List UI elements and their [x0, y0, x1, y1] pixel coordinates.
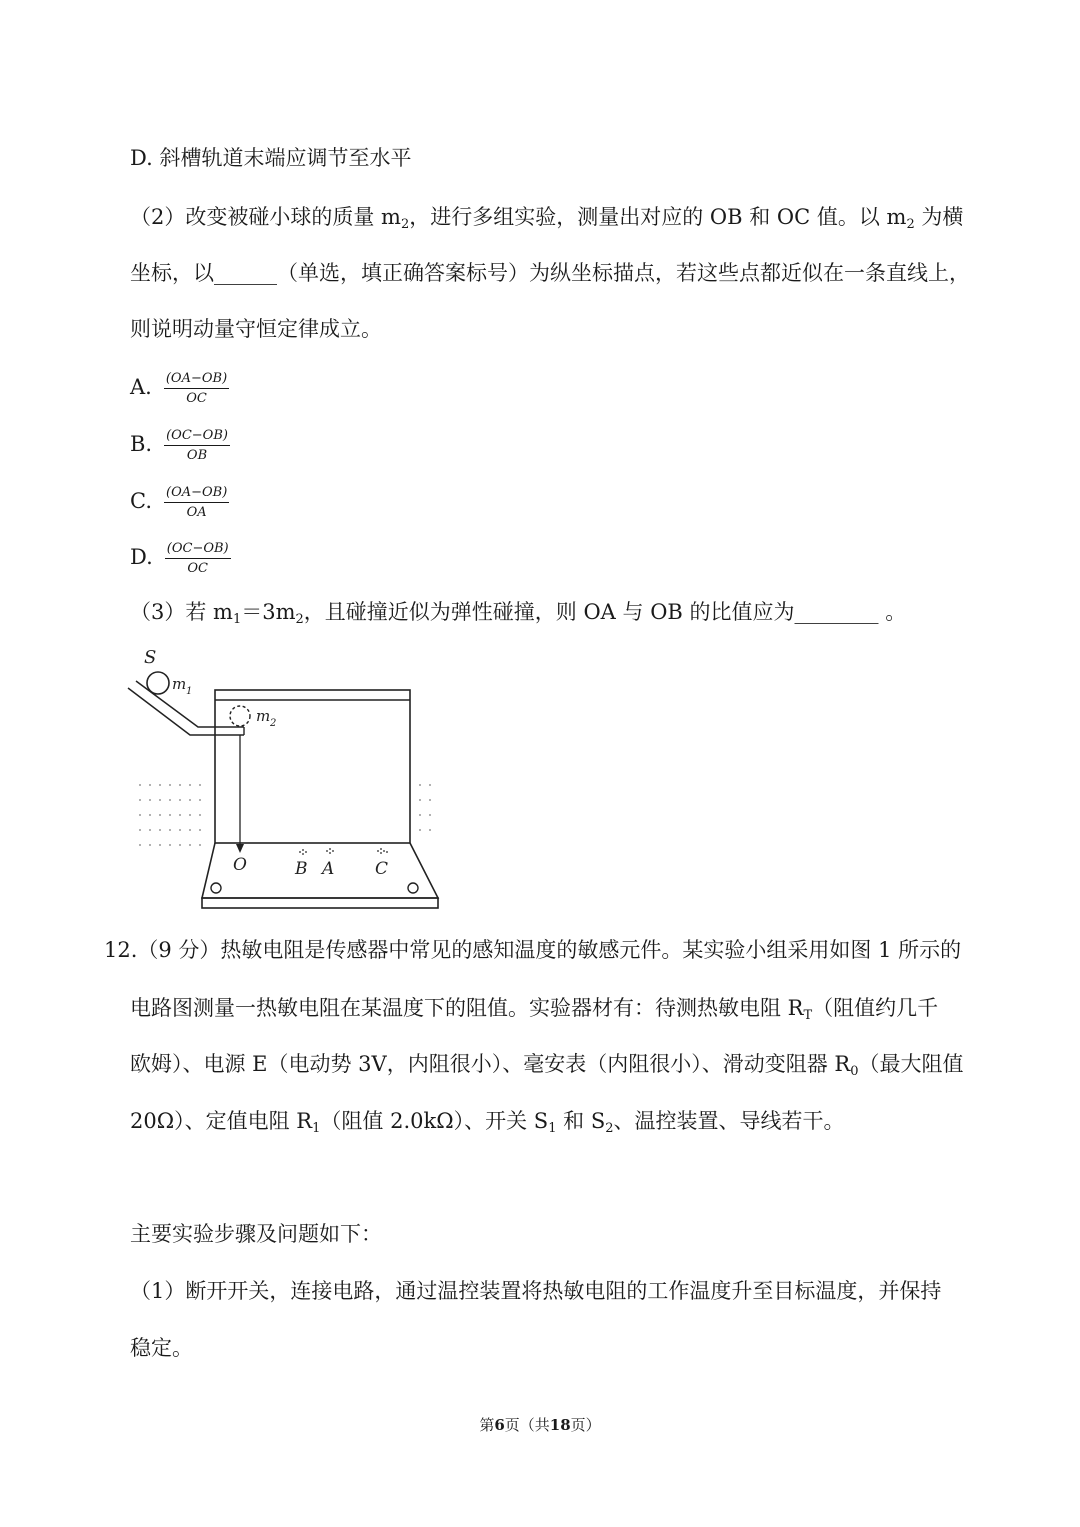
- option-b-numerator: (OC−OB): [164, 427, 230, 446]
- option-b-denominator: OB: [186, 448, 208, 463]
- part3-sub1: 1: [232, 612, 242, 627]
- q12-line2: [130, 993, 938, 1031]
- label-m1: m: [172, 675, 187, 693]
- part3-b: ＝3m: [241, 600, 296, 624]
- q12-line2-sub: T: [803, 1008, 813, 1023]
- screw-hole-right-icon: [408, 883, 418, 893]
- q12-line4-c: 和 S: [556, 1109, 606, 1133]
- part2-line1-a: （2）改变被碰小球的质量 m: [130, 205, 401, 229]
- step1-line2: 稳定。: [130, 1336, 193, 1360]
- faint-dot-grid: [139, 784, 431, 846]
- part2-sub2: 2: [906, 217, 915, 232]
- option-b: [130, 427, 230, 464]
- option-a-numerator: (OA−OB): [164, 370, 229, 389]
- part3-sub2: 2: [295, 612, 304, 627]
- q12-line3-sub: 0: [850, 1064, 859, 1079]
- part2-line1-c: 为横: [914, 205, 964, 229]
- collision-apparatus-figure: [120, 645, 450, 920]
- option-a-denominator: OC: [186, 391, 207, 406]
- label-b: B: [295, 859, 308, 879]
- footer-pre: 第: [479, 1416, 495, 1434]
- q12-line2-b: （阻值约几千: [812, 996, 939, 1020]
- part2-line1: [130, 202, 963, 240]
- page-footer: [0, 1414, 1080, 1435]
- option-b-fraction: [164, 427, 230, 464]
- label-s: S: [144, 647, 157, 668]
- q12-line3-a: 欧姆）、电源 E（电动势 3V，内阻很小）、毫安表（内阻很小）、滑动变阻器 R: [130, 1052, 851, 1076]
- vertical-board: [215, 690, 410, 843]
- q12-line4-a: 20Ω）、定值电阻 R: [130, 1109, 313, 1133]
- steps-title: 主要实验步骤及问题如下：: [130, 1222, 382, 1246]
- ball-m1-icon: [147, 672, 169, 694]
- option-c-letter: C.: [130, 489, 152, 513]
- q12-line4-sub2: 1: [548, 1121, 557, 1136]
- label-m2: m: [256, 707, 271, 725]
- screw-hole-left-icon: [211, 883, 221, 893]
- option-c-fraction: [164, 484, 229, 521]
- option-c: [130, 484, 229, 521]
- q12-line3-b: （最大阻值: [858, 1052, 964, 1076]
- option-d-text: D. 斜槽轨道末端应调节至水平: [130, 146, 412, 170]
- part2-line3: 则说明动量守恒定律成立。: [130, 317, 382, 341]
- label-a: A: [322, 859, 335, 879]
- arrow-down-icon: [236, 844, 244, 853]
- footer-page-number: 6: [494, 1416, 505, 1434]
- label-m1-sub: 1: [186, 686, 193, 697]
- q12-line2-a: 电路图测量一热敏电阻在某温度下的阻值。实验器材有：待测热敏电阻 R: [130, 996, 804, 1020]
- label-c: C: [375, 859, 389, 879]
- part2-line2: 坐标，以______（单选，填正确答案标号）为纵坐标描点，若这些点都近似在一条直线上，: [130, 261, 970, 285]
- option-c-numerator: (OA−OB): [164, 484, 229, 503]
- q12-line1: 12.（9 分）热敏电阻是传感器中常见的感知温度的敏感元件。某实验小组采用如图 1 所示的: [104, 938, 962, 962]
- option-c-denominator: OA: [186, 505, 207, 520]
- q12-line4: [130, 1106, 845, 1144]
- step1-line1: （1）断开开关，连接电路，通过温控装置将热敏电阻的工作温度升至目标温度，并保持: [130, 1279, 942, 1303]
- option-d-fraction: [165, 540, 231, 577]
- option-b-letter: B.: [130, 432, 153, 456]
- landing-marks: [299, 848, 388, 855]
- ball-m2-icon: [230, 706, 250, 726]
- part3-line: [130, 597, 906, 635]
- q12-line4-sub3: 2: [605, 1121, 614, 1136]
- label-o: O: [233, 855, 247, 875]
- option-d-letter: D.: [130, 545, 153, 569]
- label-m2-sub: 2: [270, 718, 277, 729]
- part2-sub: 2: [400, 217, 410, 232]
- option-d-denominator: OC: [187, 561, 208, 576]
- q12-line4-b: （阻值 2.0kΩ）、开关 S: [320, 1109, 549, 1133]
- base-plate-edge: [202, 898, 438, 908]
- q12-line4-d: 、温控装置、导线若干。: [613, 1109, 845, 1133]
- part2-line1-b: ，进行多组实验，测量出对应的 OB 和 OC 值。以 m: [409, 205, 907, 229]
- footer-mid: 页（共: [504, 1416, 550, 1434]
- option-d: [130, 540, 231, 577]
- option-a: [130, 370, 229, 407]
- part3-c: ，且碰撞近似为弹性碰撞，则 OA 与 OB 的比值应为________ 。: [303, 600, 907, 624]
- option-a-fraction: [164, 370, 229, 407]
- q12-line3: [130, 1049, 963, 1087]
- option-a-letter: A.: [130, 375, 152, 399]
- part3-a: （3）若 m: [130, 600, 233, 624]
- footer-post: 页）: [570, 1416, 601, 1434]
- option-d-numerator: (OC−OB): [165, 540, 231, 559]
- q12-line4-sub: 1: [312, 1121, 321, 1136]
- footer-total-pages: 18: [549, 1416, 571, 1434]
